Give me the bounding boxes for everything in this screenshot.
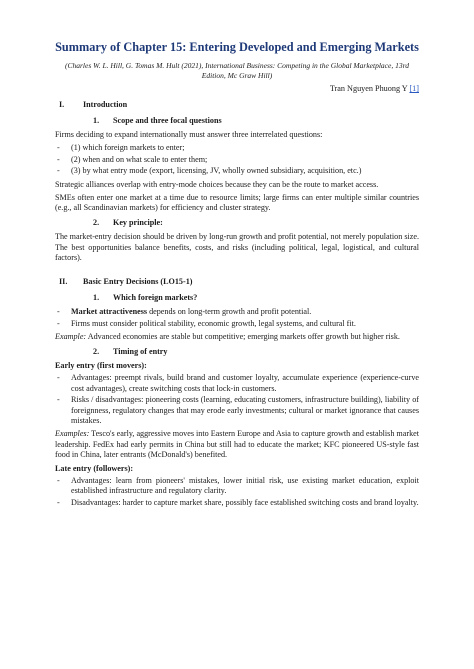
subsection-title: Key principle: — [113, 217, 163, 227]
paragraph: Strategic alliances overlap with entry-mode choices because they can be the route to market access. — [55, 179, 379, 189]
section-title: Introduction — [83, 100, 128, 110]
document-title: Summary of Chapter 15: Entering Developed and Emerging Markets — [55, 40, 419, 54]
market-list — [55, 307, 419, 329]
paragraph: SMEs often enter one market at a time due to resource limits; large firms can enter multiple similar countries (e.g., all Scandinavian markets) for efficiency and cluster strategy. — [55, 193, 419, 213]
subsection-title: Timing of entry — [113, 346, 168, 356]
author-reference-link[interactable]: [1] — [409, 84, 419, 94]
section-number: II. — [59, 277, 68, 287]
examples-paragraph: Examples: Tesco's early, aggressive moves into Eastern Europe and Asia to capture growth and establish market leadership. FedEx had early permits in China but still had to educate the market; KFC pioneered US-style fast food in China, later entrants (McDonald's) benefited. — [55, 429, 419, 460]
late-entry-list — [55, 476, 419, 508]
list-item: - (2) when and on what scale to enter them; — [57, 154, 208, 164]
early-entry-list — [55, 373, 419, 426]
subsection-heading-timing — [55, 347, 419, 357]
list-item: - (3) by what entry mode (export, licensing, JV, wholly owned subsidiary, acquisition, etc.) — [57, 166, 362, 176]
paragraph: The market-entry decision should be driven by long-run growth and profit potential, not merely population size. The best opportunities balance benefits, costs, and risks (including political, legal, logistical, and cultural factors). — [55, 232, 419, 263]
section-heading-introduction — [55, 100, 419, 110]
paragraph: Firms deciding to expand internationally must answer three interrelated questions: — [55, 130, 323, 139]
example-paragraph: Example: Advanced economies are stable but competitive; emerging markets offer growth but higher risk. — [55, 332, 400, 342]
subsection-number: 2. — [93, 346, 100, 356]
subsection-number: 2. — [93, 217, 100, 227]
citation: (Charles W. L. Hill, G. Tomas M. Hult (2021), International Business: Competing in the Global Marketplace, 13rd Edition, Mc Graw Hill) — [65, 61, 409, 80]
author-name: Tran Nguyen Phuong Y — [329, 84, 408, 94]
subsection-title: Which foreign markets? — [113, 292, 198, 302]
subsection-heading-key-principle — [55, 218, 419, 228]
subsection-number: 1. — [93, 292, 100, 302]
section-heading-basic-entry-decisions — [55, 277, 419, 287]
list-item: - Advantages: learn from pioneers' mistakes, lower initial risk, use existing market education, exploit established infrastructure and regulatory clarity. — [57, 475, 419, 496]
author-line — [55, 84, 419, 94]
list-item: - Market attractiveness depends on long-term growth and profit potential. — [57, 307, 312, 317]
early-entry-label: Early entry (first movers): — [55, 360, 147, 370]
section-title: Basic Entry Decisions (LO15-1) — [83, 277, 193, 287]
list-item: - Advantages: preempt rivals, build brand and customer loyalty, accumulate experience (experience-curve cost advantages), create switching costs that lock-in customers. — [57, 373, 419, 393]
subsection-heading-which-markets — [55, 293, 419, 303]
section-number: I. — [59, 100, 65, 110]
list-item: - Risks / disadvantages: pioneering costs (learning, educating customers, infrastructure building), liability of foreignness, regulatory changes that may erode early investments; cultural or market ignorance that causes mistakes. — [57, 395, 419, 425]
list-item: - (1) which foreign markets to enter; — [57, 143, 185, 153]
list-item: - Disadvantages: harder to capture market share, possibly face established switching costs and brand loyalty. — [57, 497, 419, 507]
subsection-title: Scope and three focal questions — [113, 115, 222, 125]
subsection-heading-scope — [55, 116, 419, 126]
questions-list — [55, 143, 419, 176]
late-entry-label: Late entry (followers): — [55, 463, 134, 473]
subsection-number: 1. — [93, 115, 100, 125]
list-item: - Firms must consider political stability, economic growth, legal systems, and cultural fit. — [57, 318, 356, 328]
